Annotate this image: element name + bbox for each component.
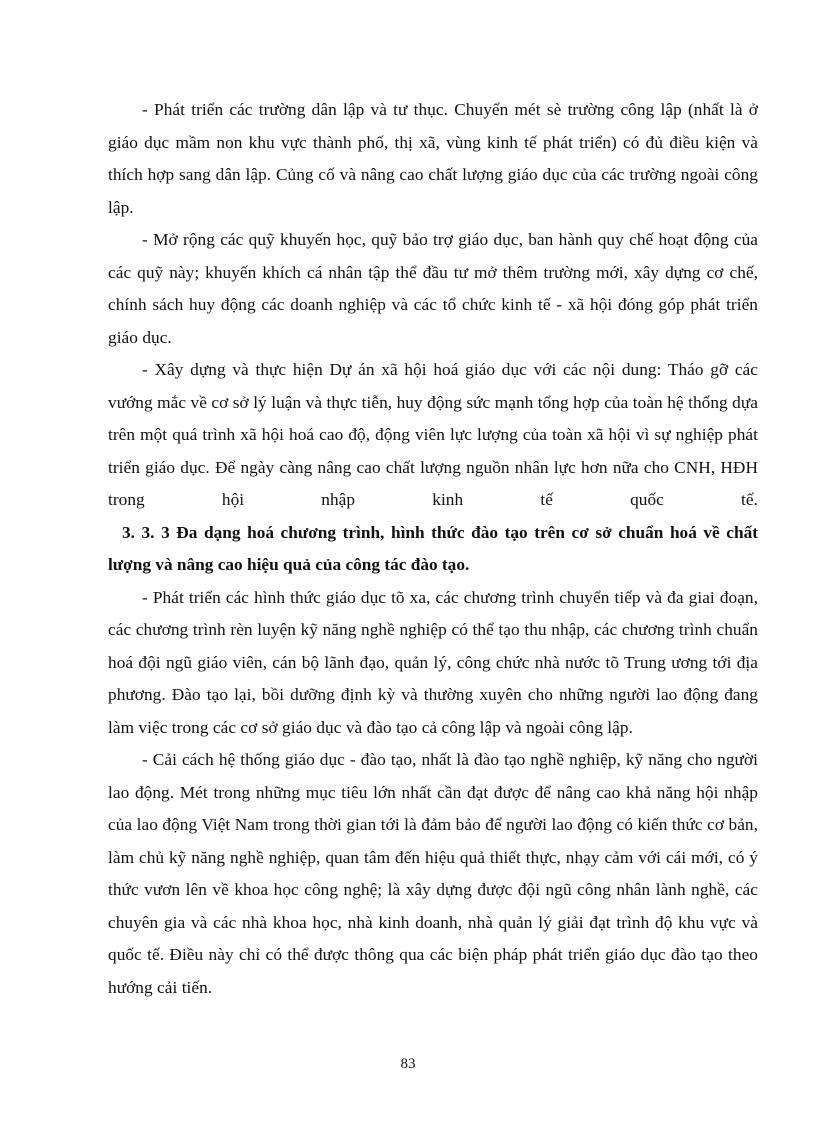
paragraph-education-reform: - Cải cách hệ thống giáo dục - đào tạo, nhất là đào tạo nghề nghiệp, kỹ năng cho người lao động. Mét trong những mục tiêu lớn nhất cần đạt được để nâng cao khả năng hội nhập của lao động Việt Nam trong thời gian tới là đảm bảo để người lao động có kiến thức cơ bản, làm chủ kỹ năng nghề nghiệp, quan tâm đến hiệu quả thiết thực, nhạy cảm với cái mới, có ý thức vươn lên về khoa học công nghệ; là xây dựng được đội ngũ công nhân lành nghề, các chuyên gia và các nhà khoa học, nhà kinh doanh, nhà quản lý giải đạt trình độ khu vực và quốc tế. Điều này chỉ có thể được thông qua các biện pháp phát triển giáo dục đào tạo theo hướng cải tiến. (108, 750, 758, 997)
paragraph-education-funds: - Mở rộng các quỹ khuyến học, quỹ bảo trợ giáo dục, ban hành quy chế hoạt động của các quỹ này; khuyến khích cá nhân tập thể đầu tư mở thêm trường mới, xây dựng cơ chế, chính sách huy động các doanh nghiệp và các tổ chức kinh tế - xã hội đóng góp phát triển giáo dục. (108, 230, 758, 347)
document-body (108, 94, 758, 1004)
paragraph-distance-education: - Phát triển các hình thức giáo dục tõ xa, các chương trình chuyển tiếp và đa giai đoạn, các chương trình rèn luyện kỹ năng nghề nghiệp có thể tạo thu nhập, các chương trình chuẩn hoá đội ngũ giáo viên, cán bộ lãnh đạo, quản lý, công chức nhà nước tõ Trung ương tới địa phương. Đào tạo lại, bồi dưỡng định kỳ và thường xuyên cho những người lao động đang làm việc trong các cơ sở giáo dục và đào tạo cả công lập và ngoài công lập. (108, 587, 758, 737)
section-heading: 3. 3. 3 Đa dạng hoá chương trình, hình thức đào tạo trên cơ sở chuẩn hoá về chất lượng và nâng cao hiệu quả của công tác đào tạo. (108, 522, 758, 574)
paragraph-private-schools: - Phát triển các trường dân lập và tư thục. Chuyển mét sè trường công lập (nhất là ở giáo dục mầm non khu vực thành phố, thị xã, vùng kinh tế phát triển) có đủ điều kiện và thích hợp sang dân lập. Củng cố và nâng cao chất lượng giáo dục của các trường ngoài công lập. (108, 100, 758, 217)
page-number: 83 (400, 1056, 416, 1072)
paragraph-socialization-project: - Xây dựng và thực hiện Dự án xã hội hoá giáo dục với các nội dung: Tháo gỡ các vướng mắc về cơ sở lý luận và thực tiễn, huy động sức mạnh tổng hợp của toàn hệ thống dựa trên một quá trình xã hội hoá cao độ, động viên lực lượng của toàn xã hội vì sự nghiệp phát triển giáo dục. Để ngày càng nâng cao chất lượng nguồn nhân lực hơn nữa cho CNH, HĐH trong hội nhập kinh tế quốc tế. (108, 360, 758, 509)
